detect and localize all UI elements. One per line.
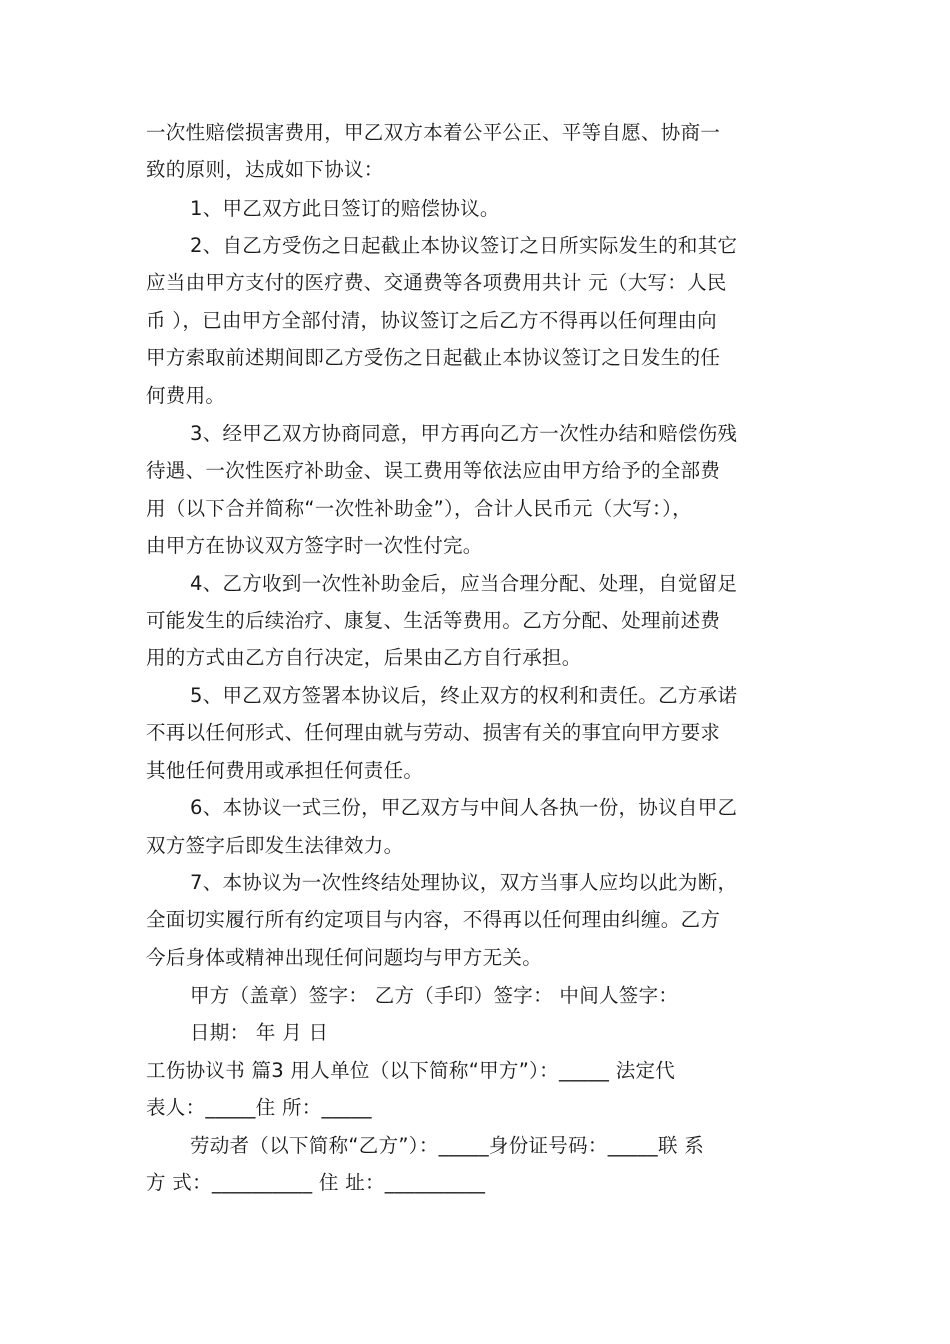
text-line: 不再以任何形式、任何理由就与劳动、损害有关的事宜向甲方要求 bbox=[146, 721, 721, 744]
text-line: 由甲方在协议双方签字时一次性付完。 bbox=[146, 534, 483, 557]
text-line: 一次性赔偿损害费用，甲乙双方本着公平公正、平等自愿、协商一 bbox=[146, 121, 721, 144]
text-line: 币 ），已由甲方全部付清，协议签订之后乙方不得再以任何理由向 bbox=[146, 309, 717, 332]
text-line: 3、经甲乙双方协商同意，甲方再向乙方一次性办结和赔偿伤残 bbox=[190, 422, 738, 445]
text-line: 待遇、一次性医疗补助金、误工费用等依法应由甲方给予的全部费 bbox=[146, 459, 721, 482]
text-line: 应当由甲方支付的医疗费、交通费等各项费用共计 元（大写：人民 bbox=[146, 271, 727, 294]
text-line: 用的方式由乙方自行决定，后果由乙方自行承担。 bbox=[146, 646, 582, 669]
date-line: 日期： 年 月 日 bbox=[190, 1021, 329, 1044]
text-line: 劳动者（以下简称“乙方”）：_____身份证号码：_____联 系 bbox=[190, 1134, 705, 1157]
text-line: 2、自乙方受伤之日起截止本协议签订之日所实际发生的和其它 bbox=[190, 234, 738, 257]
text-line: 何费用。 bbox=[146, 384, 226, 407]
text-line: 5、甲乙双方签署本协议后，终止双方的权利和责任。乙方承诺 bbox=[190, 684, 738, 707]
text-line: 可能发生的后续治疗、康复、生活等费用。乙方分配、处理前述费 bbox=[146, 609, 721, 632]
section-heading-line: 工伤协议书 篇3 用人单位（以下简称“甲方”）：_____ 法定代 bbox=[146, 1059, 676, 1082]
text-line: 全面切实履行所有约定项目与内容，不得再以任何理由纠缠。乙方 bbox=[146, 908, 721, 931]
text-line: 4、乙方收到一次性补助金后，应当合理分配、处理，自觉留足 bbox=[190, 572, 738, 595]
text-line: 1、甲乙双方此日签订的赔偿协议。 bbox=[190, 197, 500, 220]
signature-line: 甲方（盖章）签字： 乙方（手印）签字： 中间人签字： bbox=[190, 984, 679, 1007]
text-line: 双方签字后即发生法律效力。 bbox=[146, 834, 404, 857]
text-line: 方 式：__________ 住 址：__________ bbox=[146, 1171, 486, 1194]
text-line: 其他任何费用或承担任何责任。 bbox=[146, 759, 424, 782]
text-line: 7、本协议为一次性终结处理协议，双方当事人应均以此为断， bbox=[190, 871, 738, 894]
text-line: 表人：_____住 所：_____ bbox=[146, 1096, 372, 1119]
text-line: 用（以下合并简称“一次性补助金”），合计人民币元（大写：）， bbox=[146, 497, 692, 520]
text-line: 6、本协议一式三份，甲乙双方与中间人各执一份，协议自甲乙 bbox=[190, 796, 738, 819]
text-line: 甲方索取前述期间即乙方受伤之日起截止本协议签订之日发生的任 bbox=[146, 346, 721, 369]
text-line: 今后身体或精神出现任何问题均与甲方无关。 bbox=[146, 946, 543, 969]
text-line: 致的原则，达成如下协议： bbox=[146, 158, 384, 181]
